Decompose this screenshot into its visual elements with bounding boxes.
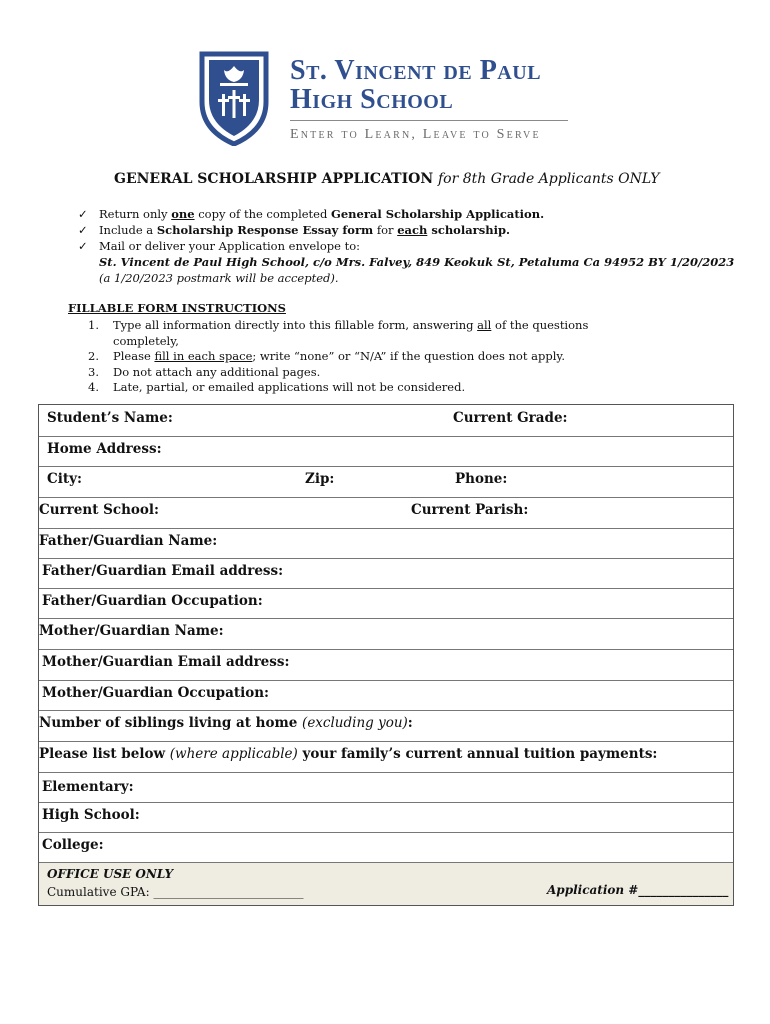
- instruction-number: 3.: [88, 364, 99, 379]
- tuition-label-end: your family’s current annual tuition payments:: [297, 746, 658, 762]
- application-form: [38, 404, 734, 906]
- form-row-siblings: [39, 710, 733, 742]
- mother-name-field[interactable]: Mother/Guardian Name:: [39, 623, 224, 639]
- cumulative-gpa-field[interactable]: Cumulative GPA: _________________________: [47, 885, 304, 899]
- checklist-text: copy of the completed: [194, 207, 331, 221]
- form-row-student: [39, 405, 733, 437]
- current-school-field[interactable]: Current School:: [39, 502, 160, 518]
- instruction-text: ; write “none” or “N/A” if the question does not apply.: [252, 349, 566, 364]
- school-name: [290, 56, 541, 114]
- instruction-text: Please: [113, 349, 155, 364]
- instruction-number: 4.: [88, 380, 99, 395]
- office-use-heading: OFFICE USE ONLY: [47, 867, 174, 881]
- checkmark-icon: ✓: [78, 239, 88, 253]
- checklist-emphasis: Scholarship Response Essay form: [156, 223, 374, 237]
- city-field[interactable]: City:: [47, 471, 82, 487]
- form-row-mother-occupation: [39, 680, 733, 711]
- form-row-high-school: [39, 802, 733, 833]
- instruction-item-continued: completely,: [113, 333, 179, 348]
- elementary-field[interactable]: Elementary:: [42, 779, 134, 795]
- tuition-prompt: [39, 746, 657, 762]
- phone-field[interactable]: Phone:: [455, 471, 508, 487]
- application-number-field[interactable]: Application #_______________: [547, 883, 729, 897]
- instruction-text: Late, partial, or emailed applications will not be considered.: [113, 380, 466, 395]
- checklist: [78, 206, 734, 286]
- form-row-father-email: [39, 558, 733, 589]
- instruction-number: 2.: [88, 349, 99, 364]
- siblings-note: (excluding you): [302, 715, 408, 731]
- form-row-mother-name: [39, 618, 733, 650]
- checklist-item: [78, 222, 734, 238]
- form-row-address: [39, 436, 733, 467]
- current-grade-field[interactable]: Current Grade:: [453, 410, 568, 426]
- high-school-field[interactable]: High School:: [42, 807, 140, 823]
- mother-occupation-field[interactable]: Mother/Guardian Occupation:: [42, 685, 270, 701]
- checklist-text: Include a: [99, 223, 157, 237]
- checklist-emphasis: each: [397, 223, 428, 237]
- instruction-text: Do not attach any additional pages.: [113, 364, 321, 379]
- mailing-address: St. Vincent de Paul High School, c/o Mrs. Falvey, 849 Keokuk St, Petaluma Ca 94952 BY 1/20/2023: [99, 255, 735, 269]
- checklist-text: Mail or deliver your Application envelope to:: [99, 239, 361, 253]
- form-row-father-name: [39, 528, 733, 559]
- siblings-label: Number of siblings living at home: [39, 715, 303, 731]
- siblings-colon: :: [407, 715, 413, 731]
- tuition-note: (where applicable): [169, 746, 298, 762]
- page-title: [114, 171, 660, 187]
- zip-field[interactable]: Zip:: [305, 471, 335, 487]
- postmark-note: (a 1/20/2023 postmark will be accepted).: [99, 271, 339, 285]
- form-row-college: [39, 832, 733, 863]
- checklist-text: Return only: [99, 207, 172, 221]
- checklist-item: [78, 206, 734, 222]
- siblings-field[interactable]: [39, 715, 413, 731]
- instruction-item: [88, 365, 588, 381]
- checklist-item: [78, 238, 734, 254]
- student-name-field[interactable]: Student’s Name:: [47, 410, 173, 426]
- form-row-school: [39, 497, 733, 529]
- instruction-number: 1.: [88, 318, 99, 332]
- instruction-emphasis: fill in each space: [154, 349, 253, 364]
- school-name-line1: St. Vincent de Paul: [290, 55, 542, 86]
- form-row-city: [39, 466, 733, 498]
- form-row-elementary: [39, 772, 733, 803]
- checklist-emphasis: General Scholarship Application.: [331, 207, 545, 221]
- current-parish-field[interactable]: Current Parish:: [411, 502, 529, 518]
- instructions-list: [88, 318, 588, 396]
- motto-divider: [290, 120, 568, 121]
- title-sub: for 8th Grade Applicants ONLY: [438, 171, 660, 187]
- college-field[interactable]: College:: [42, 837, 104, 853]
- checklist-emphasis: one: [171, 207, 195, 221]
- school-logo: [198, 50, 578, 150]
- mother-email-field[interactable]: Mother/Guardian Email address:: [42, 654, 290, 670]
- instruction-emphasis: all: [477, 318, 492, 332]
- office-use-section: [39, 863, 733, 905]
- father-occupation-field[interactable]: Father/Guardian Occupation:: [42, 593, 263, 609]
- instruction-text: of the questions: [491, 318, 589, 332]
- instruction-item: [88, 318, 588, 334]
- father-email-field[interactable]: Father/Guardian Email address:: [42, 563, 284, 579]
- tuition-label: Please list below: [39, 746, 170, 762]
- school-name-line2: High School: [290, 84, 454, 115]
- school-crest-icon: [198, 50, 270, 146]
- checkmark-icon: ✓: [78, 223, 88, 237]
- checklist-emphasis: scholarship.: [427, 223, 510, 237]
- instruction-item: [88, 349, 588, 365]
- instruction-text: Type all information directly into this fillable form, answering: [113, 318, 478, 332]
- school-motto: Enter to Learn, Leave to Serve: [290, 127, 541, 142]
- checkmark-icon: ✓: [78, 207, 88, 221]
- title-main: GENERAL SCHOLARSHIP APPLICATION: [114, 171, 434, 187]
- checklist-text: for: [373, 223, 398, 237]
- instructions-heading: FILLABLE FORM INSTRUCTIONS: [68, 301, 286, 315]
- instruction-item: [88, 380, 588, 396]
- home-address-field[interactable]: Home Address:: [47, 441, 162, 457]
- form-row-mother-email: [39, 649, 733, 681]
- father-name-field[interactable]: Father/Guardian Name:: [39, 533, 218, 549]
- form-row-father-occupation: [39, 588, 733, 619]
- form-row-tuition: [39, 741, 733, 773]
